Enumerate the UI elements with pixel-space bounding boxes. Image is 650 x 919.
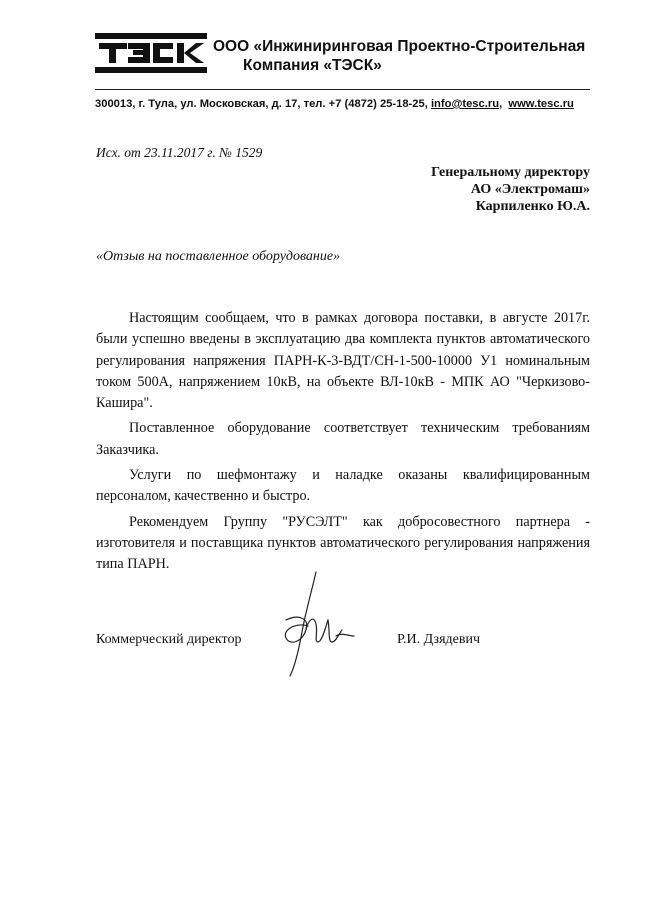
- address-text: 300013, г. Тула, ул. Московская, д. 17, тел. +7 (4872) 25-18-25,: [95, 98, 428, 110]
- body-paragraph: Услуги по шефмонтажу и наладке оказаны квалифицированным персоналом, качественно и быстро.: [96, 467, 590, 505]
- recipient-block: [431, 164, 590, 215]
- company-name-line1: ООО «Инжиниринговая Проектно-Строительная: [213, 38, 586, 55]
- company-name-line2: Компания «ТЭСК»: [243, 57, 382, 74]
- body-paragraph: Настоящим сообщаем, что в рамках договора поставки, в августе 2017г. были успешно введены в эксплуатацию два комплекта пунктов автоматического регулирования напряжения ПАРН-К-3-ВДТ/СН-1-500-10000 У1 номинальным током 500А, напряжением 10кВ, на объекте ВЛ-10кВ - МПК АО "Черкизово-Каширa".: [96, 310, 590, 412]
- signatory-name: Р.И. Дзядевич: [397, 632, 480, 647]
- signatory-role: Коммерческий директор: [96, 632, 242, 647]
- website-link[interactable]: www.tesc.ru: [508, 98, 574, 110]
- letter-body: [96, 308, 590, 580]
- handwritten-signature: [276, 570, 366, 680]
- body-paragraph: Рекомендуем Группу "РУСЭЛТ" как добросовестного партнера - изготовителя и поставщика пунктов автоматического регулирования напряжения типа ПАРН.: [96, 513, 590, 573]
- letter-subject: «Отзыв на поставленное оборудование»: [96, 249, 341, 264]
- recipient-organization: АО «Электромаш»: [470, 182, 590, 197]
- recipient-name: Карпиленко Ю.А.: [475, 199, 590, 214]
- email-link[interactable]: info@tesc.ru: [430, 98, 500, 110]
- recipient-position: Генеральному директору: [431, 165, 590, 180]
- body-paragraph: Поставленное оборудование соответствует техническим требованиям Заказчика.: [96, 420, 590, 458]
- company-name: [213, 37, 613, 75]
- company-address: 300013, г. Тула, ул. Московская, д. 17, тел. +7 (4872) 25-18-25, info@tesc.ru, www.tesc.ru: [95, 98, 574, 110]
- signature-block: [0, 570, 650, 690]
- outgoing-reference: Исх. от 23.11.2017 г. № 1529: [96, 145, 263, 160]
- company-logo: [95, 33, 207, 73]
- letterhead: [0, 0, 650, 130]
- letterhead-divider: [95, 89, 590, 90]
